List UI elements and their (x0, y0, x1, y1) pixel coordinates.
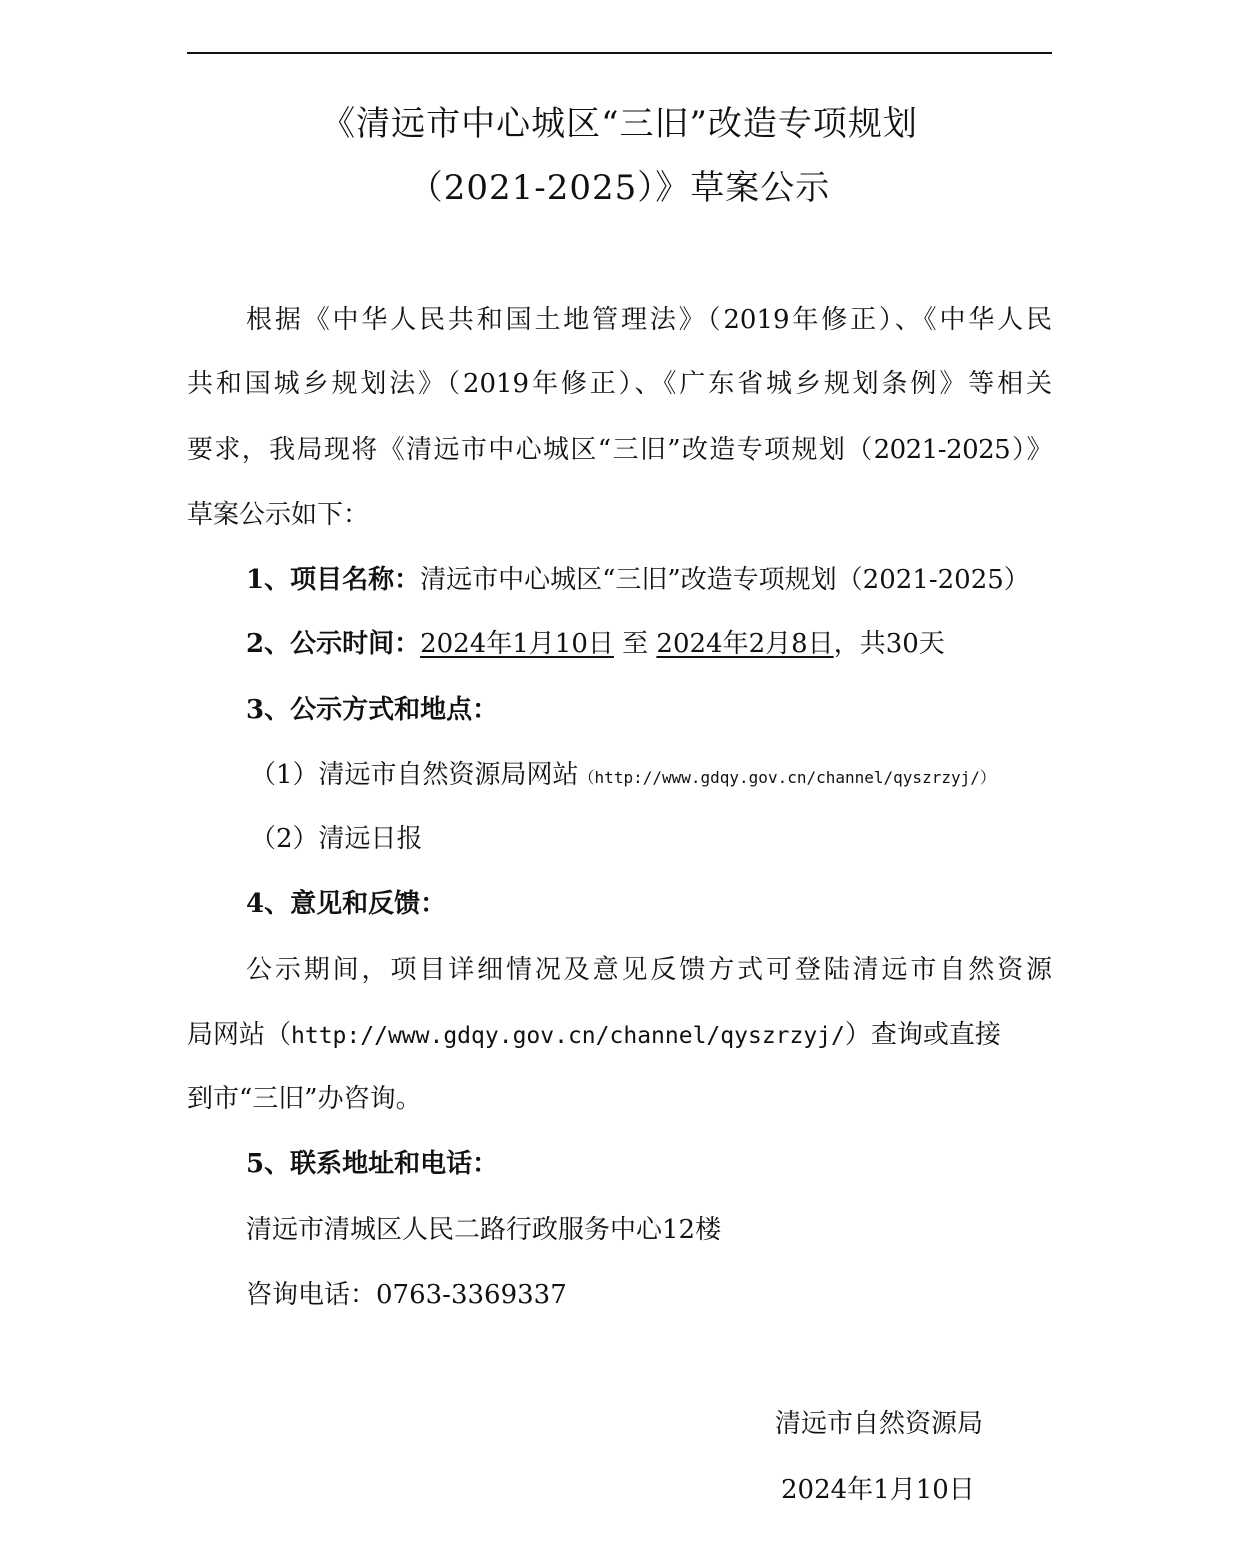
item-2-end-date: 2024年2月8日 (656, 629, 834, 659)
item-3-sub-1-text: （1）清远市自然资源局网站 (250, 760, 579, 790)
document-title-line-2: （2021-2025）》草案公示 (408, 168, 831, 208)
item-5-label: 5、联系地址和电话： (246, 1149, 499, 1179)
contact-address: 清远市清城区人民二路行政服务中心12楼 (246, 1215, 722, 1245)
item-4-line-1: 公示期间，项目详细情况及意见反馈方式可登陆清远市自然资源 (246, 955, 1052, 985)
intro-line-3: 要求，我局现将《清远市中心城区“三旧”改造专项规划（2021-2025）》 (187, 435, 1052, 465)
contact-phone: 咨询电话：0763-3369337 (246, 1280, 567, 1310)
website-url[interactable]: http://www.gdqy.gov.cn/channel/qyszrzyj/ (291, 1023, 845, 1049)
website-url-small[interactable]: （http://www.gdqy.gov.cn/channel/qyszrzyj/） (578, 768, 996, 787)
item-2-publicity-period (246, 628, 1052, 660)
item-4-line-2-post: ）查询或直接 (844, 1020, 1001, 1050)
item-1-value: 清远市中心城区“三旧”改造专项规划（2021-2025） (420, 565, 1030, 595)
item-4-line-2 (187, 1019, 1052, 1052)
signature-organization: 清远市自然资源局 (775, 1409, 984, 1439)
item-4-line-2-pre: 局网站（ (187, 1020, 292, 1050)
item-2-total-days: ，共30天 (833, 629, 945, 659)
item-3-sub-1 (250, 759, 1052, 794)
item-2-start-date: 2024年1月10日 (420, 629, 614, 659)
item-1-project-name (246, 564, 1052, 596)
item-3-sub-2: （2）清远日报 (250, 824, 423, 854)
item-1-label: 1、项目名称： (246, 565, 421, 595)
intro-line-1: 根据《中华人民共和国土地管理法》（2019年修正）、《中华人民 (246, 305, 1052, 335)
item-2-label: 2、公示时间： (246, 629, 421, 659)
intro-line-2: 共和国城乡规划法》（2019年修正）、《广东省城乡规划条例》等相关 (187, 369, 1052, 399)
item-4-line-3: 到市“三旧”办咨询。 (187, 1084, 422, 1114)
intro-line-4: 草案公示如下： (187, 500, 370, 530)
item-4-label: 4、意见和反馈： (246, 889, 447, 919)
header-rule (187, 52, 1052, 54)
document-title-line-1: 《清远市中心城区“三旧”改造专项规划 (321, 104, 918, 144)
signature-date: 2024年1月10日 (781, 1475, 975, 1505)
item-2-to: 至 (613, 629, 657, 659)
item-3-label: 3、公示方式和地点： (246, 695, 499, 725)
